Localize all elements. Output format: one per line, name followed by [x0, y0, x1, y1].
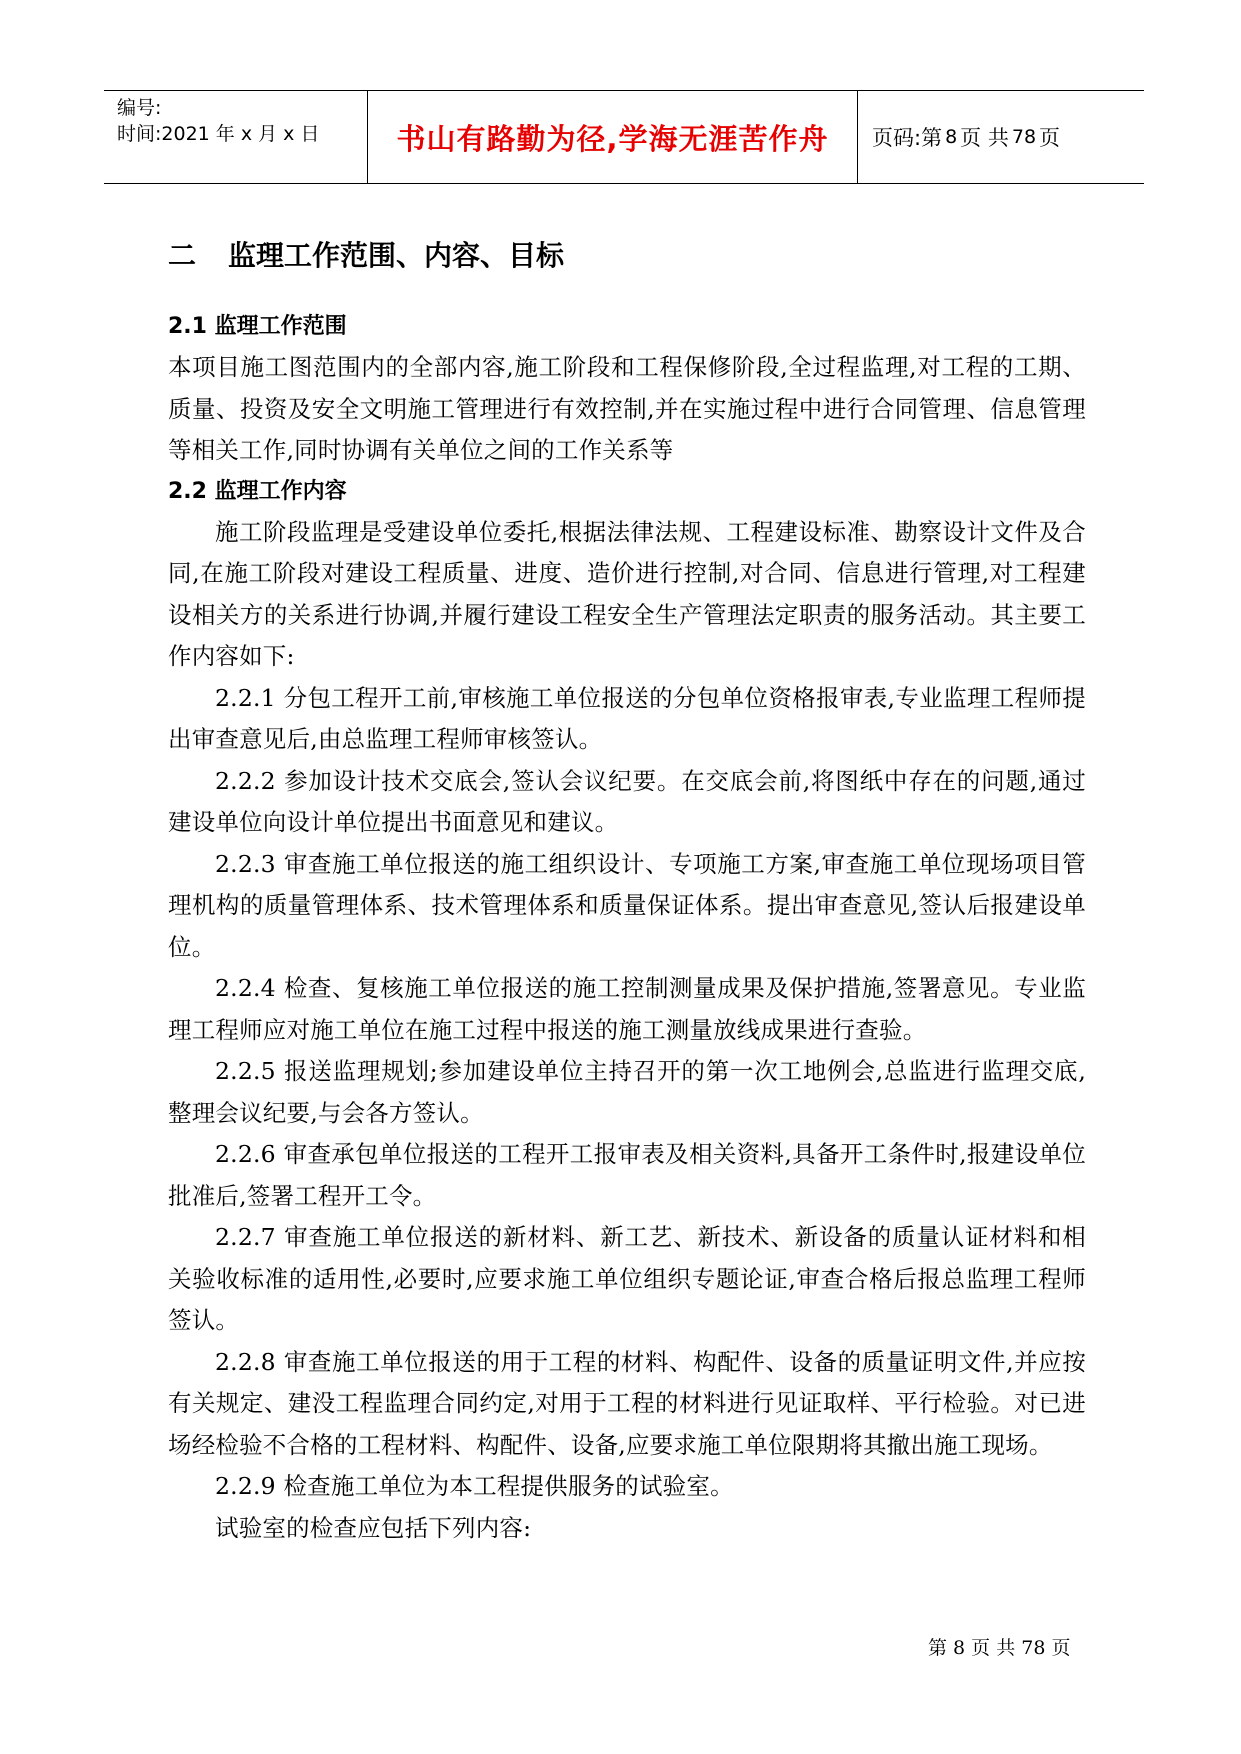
page-middle: 页 共: [960, 126, 1009, 150]
paragraph: 2.2.3 审查施工单位报送的施工组织设计、专项施工方案,审查施工单位现场项目管理机构的质量管理体系、技术管理体系和质量保证体系。提出审查意见,签认后报建设单位。: [168, 849, 1086, 961]
page-prefix: 页码:第: [872, 126, 943, 150]
chapter-title-text: 监理工作范围、内容、目标: [228, 239, 565, 272]
chapter-number: 二: [168, 239, 197, 272]
page-current: 8: [945, 126, 958, 148]
paragraph: 本项目施工图范围内的全部内容,施工阶段和工程保修阶段,全过程监理,对工程的工期、质量、投资及安全文明施工管理进行有效控制,并在实施过程中进行合同管理、信息管理等相关工作,同时协调有关单位之间的工作关系等: [168, 353, 1086, 464]
document-time: 时间:2021 年 x 月 x 日: [117, 123, 320, 145]
paragraph: 2.2.2 参加设计技术交底会,签认会议纪要。在交底会前,将图纸中存在的问题,通过建设单位向设计单位提出书面意见和建议。: [168, 766, 1086, 836]
document-number: 编号:: [117, 97, 162, 119]
paragraph: 2.2.9 检查施工单位为本工程提供服务的试验室。: [215, 1472, 734, 1500]
document-body: [168, 236, 1086, 1549]
header-page-info: [858, 91, 1144, 183]
paragraph: 2.2.7 审查施工单位报送的新材料、新工艺、新技术、新设备的质量认证材料和相关验收标准的适用性,必要时,应要求施工单位组织专题论证,审查合格后报总监理工程师签认。: [168, 1223, 1086, 1334]
page-footer: 第 8 页 共 78 页: [928, 1637, 1071, 1659]
chapter-title: [168, 236, 1086, 276]
header-meta: [104, 91, 368, 183]
paragraph: 2.2.6 审查承包单位报送的工程开工报审表及相关资料,具备开工条件时,报建设单位批准后,签署工程开工令。: [168, 1140, 1086, 1210]
header-motto: 书山有路勤为径,学海无涯苦作舟: [396, 121, 829, 156]
section-heading: 2.1 监理工作范围: [168, 314, 347, 339]
paragraph: 2.2.8 审查施工单位报送的用于工程的材料、构配件、设备的质量证明文件,并应按有关规定、建没工程监理合同约定,对用于工程的材料进行见证取样、平行检验。对已进场经检验不合格的工程材料、构配件、设备,应要求施工单位限期将其撤出施工现场。: [168, 1347, 1086, 1459]
section-heading: 2.2 监理工作内容: [168, 478, 347, 504]
paragraph: 试验室的检查应包括下列内容:: [215, 1513, 532, 1542]
paragraph: 2.2.4 检查、复核施工单位报送的施工控制测量成果及保护措施,签署意见。专业监理工程师应对施工单位在施工过程中报送的施工测量放线成果进行查验。: [168, 974, 1086, 1044]
page-total: 78: [1011, 126, 1037, 148]
paragraph: 2.2.5 报送监理规划;参加建设单位主持召开的第一次工地例会,总监进行监理交底,整理会议纪要,与会各方签认。: [168, 1057, 1086, 1127]
page-header: [104, 90, 1144, 184]
header-motto-cell: [368, 91, 858, 183]
paragraph: 施工阶段监理是受建设单位委托,根据法律法规、工程建设标准、勘察设计文件及合同,在施工阶段对建设工程质量、进度、造价进行控制,对合同、信息进行管理,对工程建设相关方的关系进行协调,并履行建设工程安全生产管理法定职责的服务活动。其主要工作内容如下:: [168, 517, 1086, 670]
paragraph: 2.2.1 分包工程开工前,审核施工单位报送的分包单位资格报审表,专业监理工程师提出审查意见后,由总监理工程师审核签认。: [168, 683, 1086, 753]
page-suffix: 页: [1039, 126, 1061, 150]
